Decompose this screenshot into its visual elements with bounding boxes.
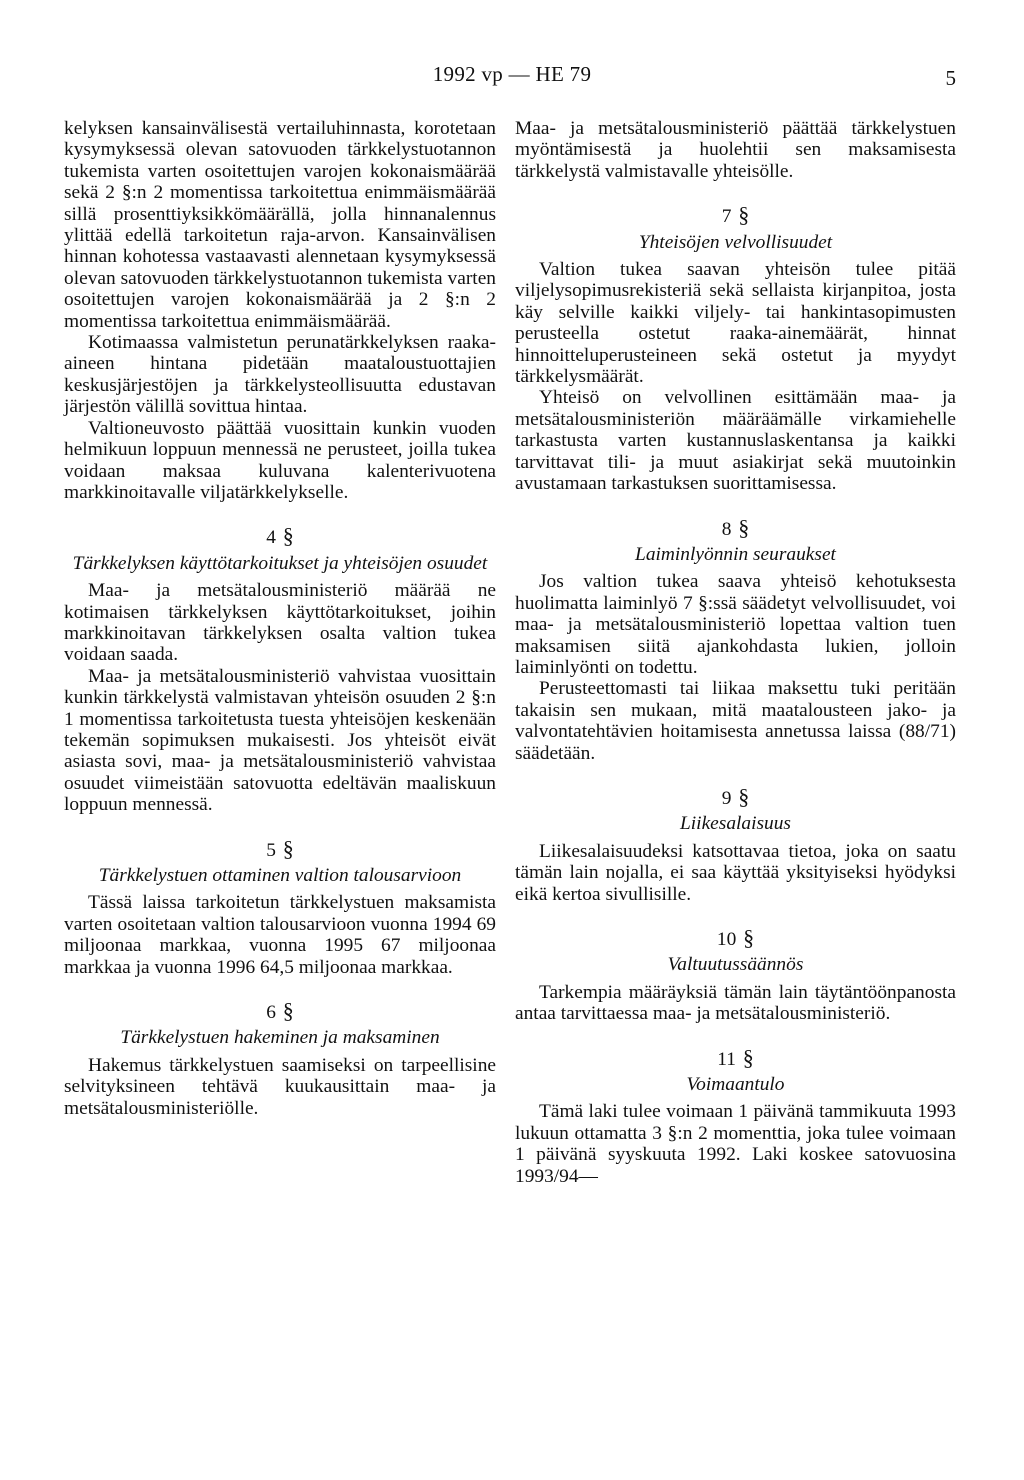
section-number [515, 1044, 956, 1070]
section-title: Tärkkelyksen käyttötarkoitukset ja yhteisöjen osuudet [72, 552, 488, 574]
section-number-value: 9 [721, 787, 732, 809]
section-number-value: 8 [721, 518, 732, 540]
right-column [515, 118, 956, 1187]
section-4 [64, 525, 496, 815]
paragraph: Liikesalaisuudeksi katsottavaa tietoa, joka on saatu tämän lain nojalla, ei saa käyttää yksityiseksi hyödyksi eikä kertoa sivullisille. [515, 840, 956, 905]
section-title: Liikesalaisuus [680, 813, 791, 835]
section-7 [515, 204, 956, 494]
page-header [0, 62, 1024, 92]
section-8 [515, 514, 956, 764]
section-number-value: 6 [266, 1002, 276, 1024]
section-number-value: 7 [721, 206, 732, 228]
paragraph: Yhteisö on velvollinen esittämään maa- ja metsätalousministeriön määräämälle virkamiehelle tarkastusta varten kustannuslaskentansa ja kaikki tarvittavat tili- ja muut asiakirjat sekä muutoinkin avustamaan tarkastuksen suorittamisessa. [515, 387, 956, 495]
section-number [515, 514, 956, 540]
section-title: Valtuutussäännös [667, 954, 804, 976]
section-number-value: 10 [716, 929, 737, 950]
left-column [64, 118, 496, 1119]
section-6 [64, 1000, 496, 1119]
section-number-value: 5 [266, 839, 276, 861]
paragraph: Perusteettomasti tai liikaa maksettu tuki peritään takaisin sen mukaan, mitä maatalousteen jako- ja valvontatehtävien hoitamisesta annetussa laissa (88/71) säädetään. [515, 678, 956, 764]
section-9 [515, 783, 956, 905]
paragraph: Valtioneuvosto päättää vuosittain kunkin vuoden helmikuun loppuun mennessä ne perusteet, joilla tukea voidaan maksaa kuluvana kalenterivuotena markkinoitavalle viljatärkkelykselle. [64, 417, 496, 503]
paragraph: Hakemus tärkkelystuen saamiseksi on tarpeellisine selvityksineen tehtävä kuukausittain maa- ja metsätalousministeriölle. [64, 1054, 496, 1119]
paragraph: Jos valtion tukea saava yhteisö kehotuksesta huolimatta laiminlyö 7 §:ssä säädetyt velvollisuudet, voi maa- ja metsätalousministeriö lopettaa valtion tuen maksamisen siitä ajankohdasta lukien, jolloin laiminlyönti on todettu. [515, 571, 956, 678]
section-title: Tärkkelystuen hakeminen ja maksaminen [120, 1027, 440, 1049]
section-symbol: § [282, 998, 294, 1024]
section-number [64, 525, 496, 548]
paragraph: Kotimaassa valmistetun perunatärkkelyksen raaka-aineen hintana pidetään maataloustuottajien keskusjärjestöjen ja tärkkelysteollisuutta edustavan järjestön välillä sovittua hintaa. [64, 332, 496, 418]
section-number [64, 1000, 496, 1023]
paragraph: Maa- ja metsätalousministeriö päättää tärkkelystuen myöntämisestä ja huolehtii sen maksamisesta tärkkelystä valmistavalle yhteisölle. [515, 118, 956, 182]
section-11 [515, 1044, 956, 1187]
section-number [515, 204, 956, 227]
section-symbol: § [282, 523, 294, 549]
section-number [515, 927, 956, 950]
section-symbol: § [738, 783, 750, 809]
section-10 [515, 927, 956, 1025]
section-title: Laiminlyönnin seuraukset [635, 543, 836, 565]
paragraph: Maa- ja metsätalousministeriö määrää ne kotimaisen tärkkelyksen käyttötarkoitukset, joihin markkinoitavan tärkkelyksen osalta valtion tukea voidaan saada. [64, 580, 496, 666]
paragraph: Valtion tukea saavan yhteisön tulee pitää viljelysopimusrekisteriä sekä sellaista kirjanpitoa, josta käy selville kaikki viljely- tai hankintasopimusten perusteella ostetut raaka-ainemäärät, hinnat hinnoitteluperusteineen sekä ostetut ja myydyt tärkkelysmäärät. [515, 259, 956, 388]
section-number-value: 4 [266, 527, 276, 549]
section-title: Tärkkelystuen ottaminen valtion talousarvioon [98, 865, 462, 886]
section-symbol: § [743, 925, 755, 950]
section-5 [64, 835, 496, 978]
paragraph: kelyksen kansainvälisestä vertailuhinnasta, korotetaan kysymyksessä olevan satovuoden tärkkelystuotannon tukemista varten osoitettujen varojen kokonaismäärää sekä 2 §:n 2 momentissa tarkoitettua enimmäismäärää sillä prosenttiyksikkömäärällä, jolla hinnanalennus ylittää edellä tarkoitetun raja-arvon. Kansainvälisen hinnan kohotessa vastaavasti alennetaan kysymyksessä olevan satovuoden tärkkelystuotannon tukemista varten osoitettujen varojen kokonaismäärää ja 2 §:n 2 momentissa tarkoitettua enimmäismäärää. [64, 118, 496, 332]
section-title: Voimaantulo [686, 1074, 785, 1096]
paragraph: Tarkempia määräyksiä tämän lain täytäntöönpanosta antaa tarvittaessa maa- ja metsätalousministeriö. [515, 981, 956, 1025]
section-symbol: § [738, 202, 750, 228]
section-symbol: § [282, 835, 294, 861]
section-number [515, 783, 956, 809]
document-title: 1992 vp — HE 79 [432, 62, 592, 86]
paragraph: Tässä laissa tarkoitetun tärkkelystuen maksamista varten osoitetaan valtion talousarvioon vuonna 1994 69 miljoonaa markkaa, vuonna 1995 67 miljoonaa markkaa ja vuonna 1996 64,5 miljoonaa markkaa. [64, 892, 496, 978]
section-symbol: § [738, 514, 750, 540]
section-title: Yhteisöjen velvollisuudet [638, 231, 833, 253]
section-number-value: 11 [717, 1048, 736, 1070]
paragraph: Maa- ja metsätalousministeriö vahvistaa vuosittain kunkin tärkkelystä valmistavan yhteisön osuuden 2 §:n 1 momentissa tarkoitetusta tuesta yhteisöjen keskenään tekemän sopimuksen mukaisesti. Jos yhteisöt eivät asiasta sovi, maa- ja metsätalousministeriö vahvistaa osuudet viimeistään satovuotta edeltävän maaliskuun loppuun mennessä. [64, 665, 496, 816]
paragraph: Tämä laki tulee voimaan 1 päivänä tammikuuta 1993 lukuun ottamatta 3 §:n 2 momenttia, joka tulee voimaan 1 päivänä syyskuuta 1992. Laki koskee satovuosina 1993/94— [515, 1101, 956, 1187]
section-symbol: § [742, 1044, 754, 1070]
page-number: 5 [945, 66, 956, 90]
section-number [64, 835, 496, 861]
